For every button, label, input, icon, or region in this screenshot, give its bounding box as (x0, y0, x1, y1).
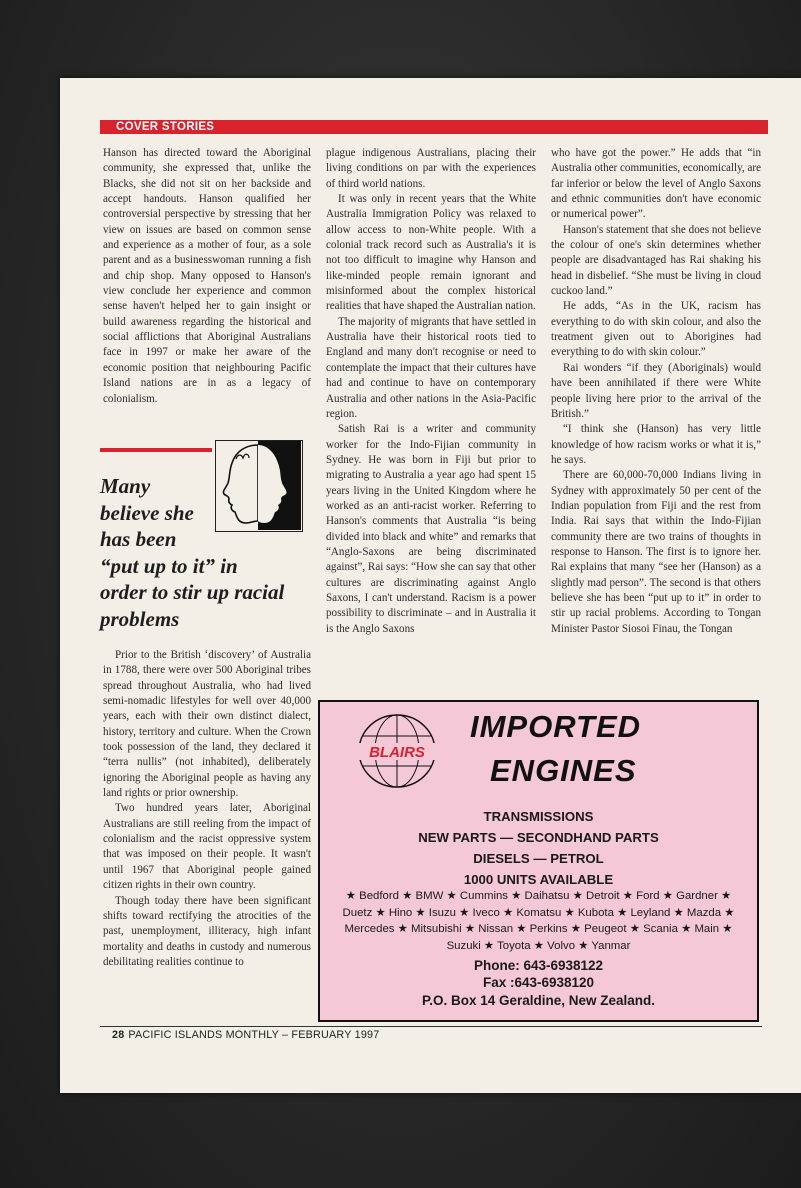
paragraph: Hanson has directed toward the Aboriginal community, she expressed that, unlike the Blacks, she did not sit on her backside and accept handouts. Hanson qualified her controversial perspective by stressing that her view on issues are based on common sense and experience as a mother of four, as a sole parent and as a businesswoman running a fish and chip shop. Many opposed to Hanson's view conclude her experience and common sense haven't helped her to gain insight or build awareness regarding the historical and social afflictions that Aboriginal Australians face in 1997 or make her aware of the economic position that neighbouring Pacific Island nations are in as a legacy of colonialism. (103, 147, 311, 405)
section-header-bar (100, 120, 768, 134)
paragraph: who have got the power.” He adds that “in Australia other communities, economically, are far inferior or below the level of Anglo Saxons and ethnic communities don't have economic or numerical power”. (551, 147, 761, 221)
logo-text: BLAIRS (369, 744, 425, 761)
paragraph: It was only in recent years that the White Australia Immigration Policy was relaxed to allow access to non-White people. With a colonial track record such as Australia's it is not too difficult to imagine why Hanson and like-minded people remain ignorant and misinformed about the complex historical realities that have shaped the Australian nation. (326, 193, 536, 313)
publication-line: PACIFIC ISLANDS MONTHLY – FEBRUARY 1997 (128, 1029, 380, 1041)
ad-phone: Phone: 643-6938122 (473, 958, 604, 973)
paragraph: There are 60,000-70,000 Indians living in Sydney with approximately 50 per cent of the Indian population from Fiji and the rest from India. Rai says that within the Indo-Fijian community there are two trains of thoughts in response to Hanson. The first is to ignore her. Rai explains that many “see her (Hanson) as a slightly mad person”. The second is that others believe she has been “put up to it” in order to stir up racial problems. According to Tongan Minister Pastor Siosoi Finau, the Tongan (551, 469, 761, 635)
pull-quote (100, 473, 315, 632)
paragraph: Prior to the British ‘discovery’ of Australia in 1788, there were over 500 Aboriginal tribes spread throughout Australia, who had lived semi-nomadic lifestyles for well over 40,000 years, each with their own distinct dialect, history, territory and culture. When the Crown took possession of the land, they declared it “terra nullis” (not inhabited), deliberately ignoring the Aboriginal people as having any land rights or prior ownership. (103, 649, 311, 800)
advertisement (318, 700, 759, 1022)
paragraph: Two hundred years later, Aboriginal Australians are still reeling from the impact of colonialism and the racist oppressive system that was imposed on their people. It wasn't until 1967 that Aboriginal people gained citizen rights in their own country. (103, 802, 311, 892)
paragraph: Though today there have been significant shifts toward rectifying the atrocities of the past, unemployment, illiteracy, high infant mortality and deaths in custody and numerous debilitating realities continue to (103, 894, 311, 968)
pull-quote-line: Many (100, 474, 151, 498)
ad-address: P.O. Box 14 Geraldine, New Zealand. (421, 993, 656, 1008)
article-column-1-lower (103, 648, 311, 970)
blairs-globe-logo (356, 710, 438, 792)
magazine-page (60, 78, 801, 1093)
paragraph: Hanson's statement that she does not believe the colour of one's skin determines whether people are disadvantaged has Rai shaking his head in disbelief. “She must be living in cloud cuckoo land.” (551, 223, 761, 298)
paragraph: He adds, “As in the UK, racism has everything to do with skin colour, and also the treatment given out to Aborigines had everything to do with skin colour.” (551, 300, 761, 359)
paragraph: “I think she (Hanson) has very little knowledge of how racism works or what it is,” he says. (551, 423, 761, 466)
article-column-2 (326, 146, 536, 637)
paragraph: Rai wonders “if they (Aboriginals) would have been annihilated if there were White people living here prior to the arrival of the British.” (551, 361, 761, 420)
section-label: COVER STORIES (116, 121, 215, 133)
ad-line-transmissions: TRANSMISSIONS (483, 809, 594, 824)
footer-rule (100, 1026, 762, 1027)
paragraph: The majority of migrants that have settled in Australia have their historical roots tied to England and many don't recognise or need to contemplate the impact that their cultures have had and continue to have on contemporary Australia and other nations in the Asia-Pacific region. (326, 315, 536, 420)
ad-title-line-1: IMPORTED (470, 709, 642, 744)
ad-fax: Fax :643-6938120 (482, 975, 595, 990)
ad-title-line-2: ENGINES (490, 753, 637, 788)
pull-quote-line: problems (100, 606, 180, 631)
ad-line-units: 1000 UNITS AVAILABLE (463, 872, 614, 887)
paragraph: plague indigenous Australians, placing their living conditions on par with the experiences of third world nations. (326, 147, 536, 190)
ad-line-parts: NEW PARTS — SECONDHAND PARTS (418, 830, 659, 845)
page-footer (112, 1029, 379, 1041)
pull-quote-rule (100, 448, 212, 452)
ad-line-fuel: DIESELS — PETROL (473, 851, 604, 866)
pull-quote-line: order to stir up racial (100, 580, 285, 604)
pull-quote-line: “put up to it” in (100, 553, 238, 578)
pull-quote-line: believe she (100, 500, 194, 525)
pull-quote-line: has been (100, 527, 177, 551)
page-number: 28 (112, 1029, 125, 1041)
ad-brand-list: ★ Bedford ★ BMW ★ Cummins ★ Daihatsu ★ Detroit ★ Ford ★ Gardner ★ Duetz ★ Hino ★ Isuzu ★ Iveco ★ Komatsu ★ Kubota ★ Leyland ★ Mazda ★ Mercedes ★ Mitsubishi ★ Nissan ★ Perkins ★ Peugeot ★ Scania ★ Main ★ Suzuki ★ Toyota ★ Volvo ★ Yanmar (342, 890, 735, 952)
paragraph: Satish Rai is a writer and community worker for the Indo-Fijian community in Sydney. He was born in Fiji but prior to migrating to Australia a year ago had spent 15 years living in the United Kingdom where he worked as an anti-racist worker. Referring to Hanson's comments that Australia “is being divided into black and white” and remarks that “Anglo-Saxons are being discriminated against”, Rai says: “How she can say that other cultures are discriminating against Anglo Saxons, I can't understand. Racism is a power possibility to discriminate – and in Australia it is the Anglo Saxons (326, 423, 536, 635)
article-column-3 (551, 146, 761, 637)
article-column-1 (103, 146, 311, 407)
